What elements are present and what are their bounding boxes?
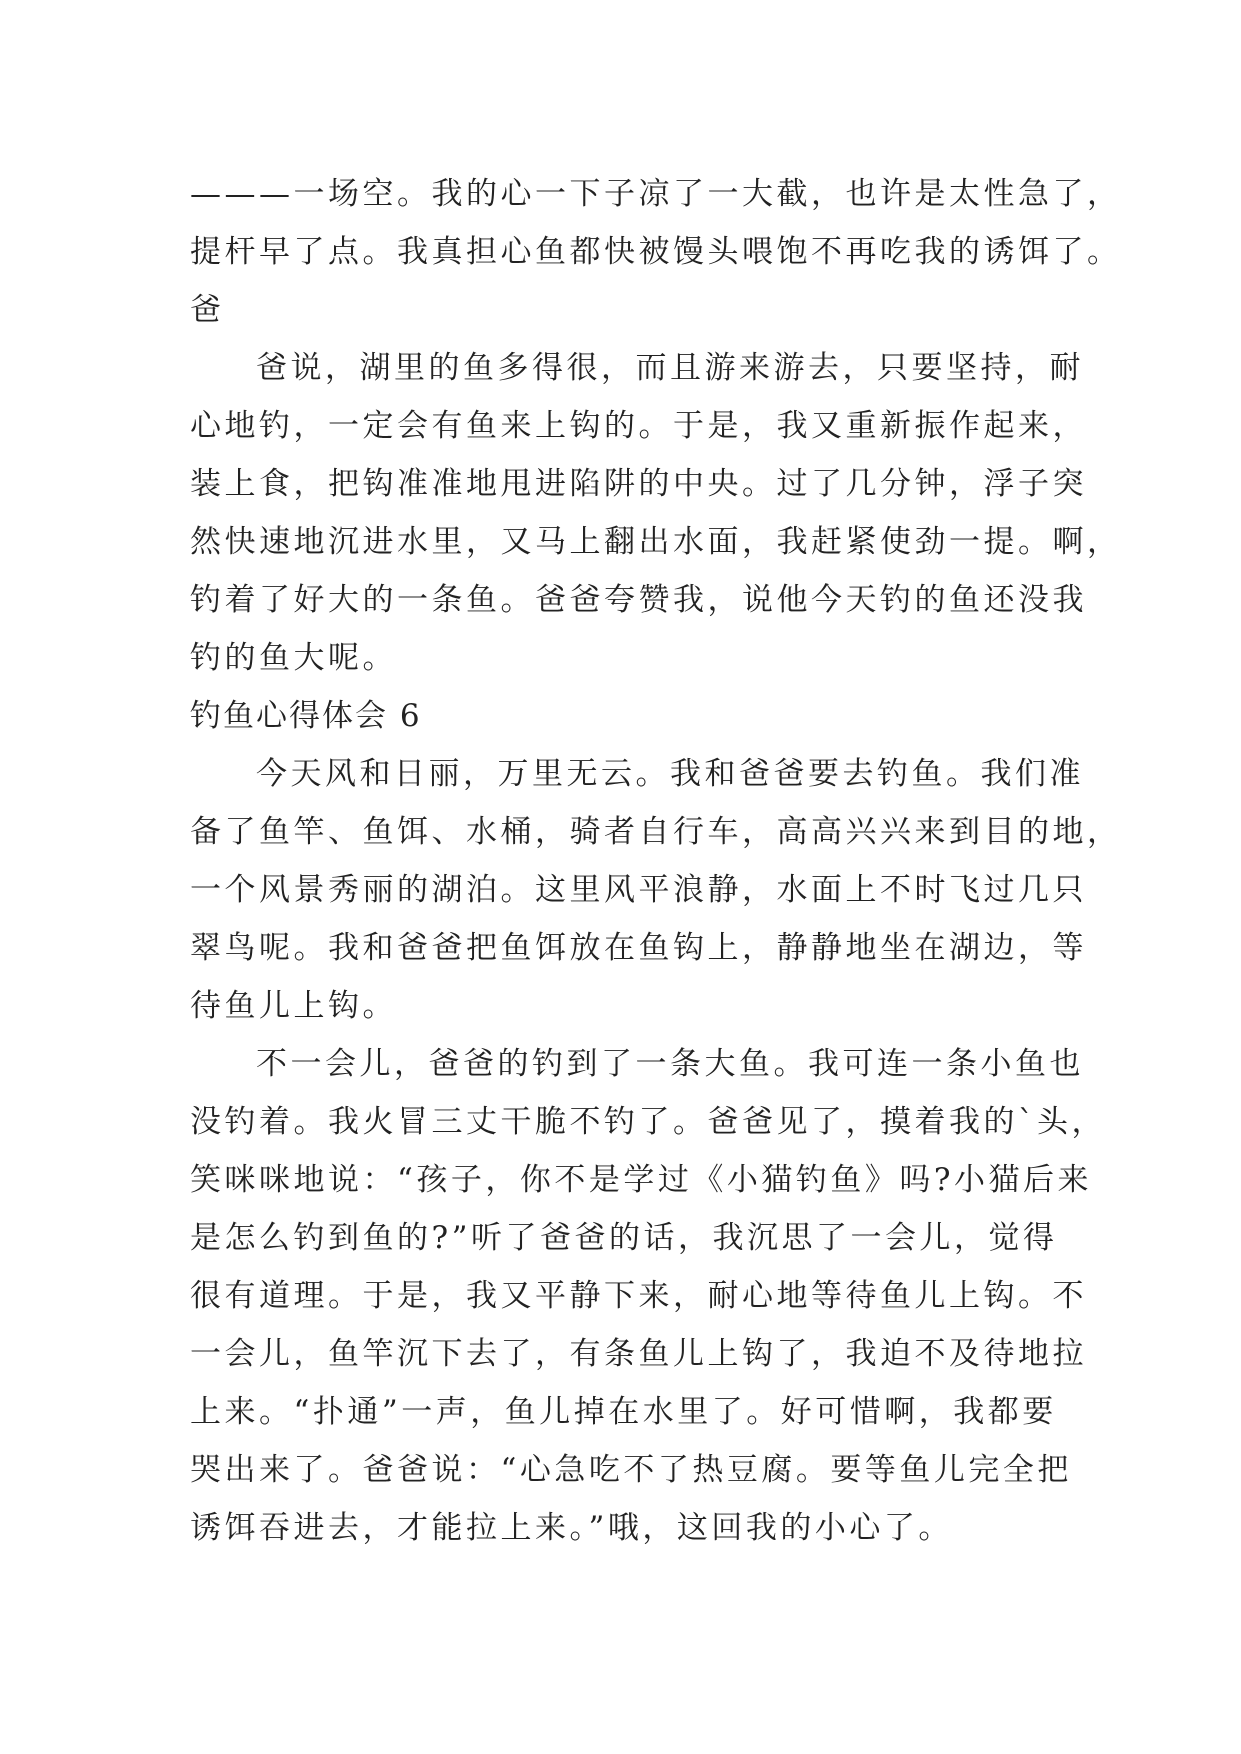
paragraph-start-line: 爸说，湖里的鱼多得很，而且游来游去，只要坚持，耐 (256, 350, 1084, 386)
text-line: 提杆早了点。我真担心鱼都快被馒头喂饱不再吃我的诱饵了。 (190, 234, 1122, 270)
paragraph-start-line: 今天风和日丽，万里无云。我和爸爸要去钓鱼。我们准 (256, 756, 1084, 792)
text-line: 诱饵吞进去，才能拉上来。”哦，这回我的小心了。 (190, 1510, 953, 1546)
text-line: 待鱼儿上钩。 (190, 988, 397, 1024)
text-line: 然快速地沉进水里，又马上翻出水面，我赶紧使劲一提。啊， (190, 524, 1122, 560)
text-line: 备了鱼竿、鱼饵、水桶，骑者自行车，高高兴兴来到目的地， (190, 814, 1122, 850)
text-line: 上来。“扑通”一声，鱼儿掉在水里了。好可惜啊，我都要 (190, 1394, 1057, 1430)
text-line: 爸 (190, 292, 225, 328)
text-line: 没钓着。我火冒三丈干脆不钓了。爸爸见了，摸着我的`头， (190, 1104, 1106, 1140)
text-line: 钓的鱼大呢。 (190, 640, 397, 676)
text-line: ———一场空。我的心一下子凉了一大截，也许是太性急了， (190, 176, 1122, 212)
text-line: 钓着了好大的一条鱼。爸爸夸赞我，说他今天钓的鱼还没我 (190, 582, 1087, 618)
text-line: 心地钓，一定会有鱼来上钩的。于是，我又重新振作起来， (190, 408, 1087, 444)
text-line: 一会儿，鱼竿沉下去了，有条鱼儿上钩了，我迫不及待地拉 (190, 1336, 1087, 1372)
text-line: 很有道理。于是，我又平静下来，耐心地等待鱼儿上钩。不 (190, 1278, 1087, 1314)
text-line: 哭出来了。爸爸说：“心急吃不了热豆腐。要等鱼儿完全把 (190, 1452, 1072, 1488)
section-heading: 钓鱼心得体会 6 (190, 698, 422, 734)
text-line: 是怎么钓到鱼的?”听了爸爸的话，我沉思了一会儿，觉得 (190, 1220, 1058, 1256)
paragraph-start-line: 不一会儿，爸爸的钓到了一条大鱼。我可连一条小鱼也 (256, 1046, 1084, 1082)
document-body (190, 165, 1122, 1557)
text-line: 笑咪咪地说：“孩子，你不是学过《小猫钓鱼》吗?小猫后来 (190, 1162, 1092, 1198)
text-line: 一个风景秀丽的湖泊。这里风平浪静，水面上不时飞过几只 (190, 872, 1087, 908)
text-line: 装上食，把钩准准地甩进陷阱的中央。过了几分钟，浮子突 (190, 466, 1087, 502)
text-line: 翠鸟呢。我和爸爸把鱼饵放在鱼钩上，静静地坐在湖边，等 (190, 930, 1087, 966)
